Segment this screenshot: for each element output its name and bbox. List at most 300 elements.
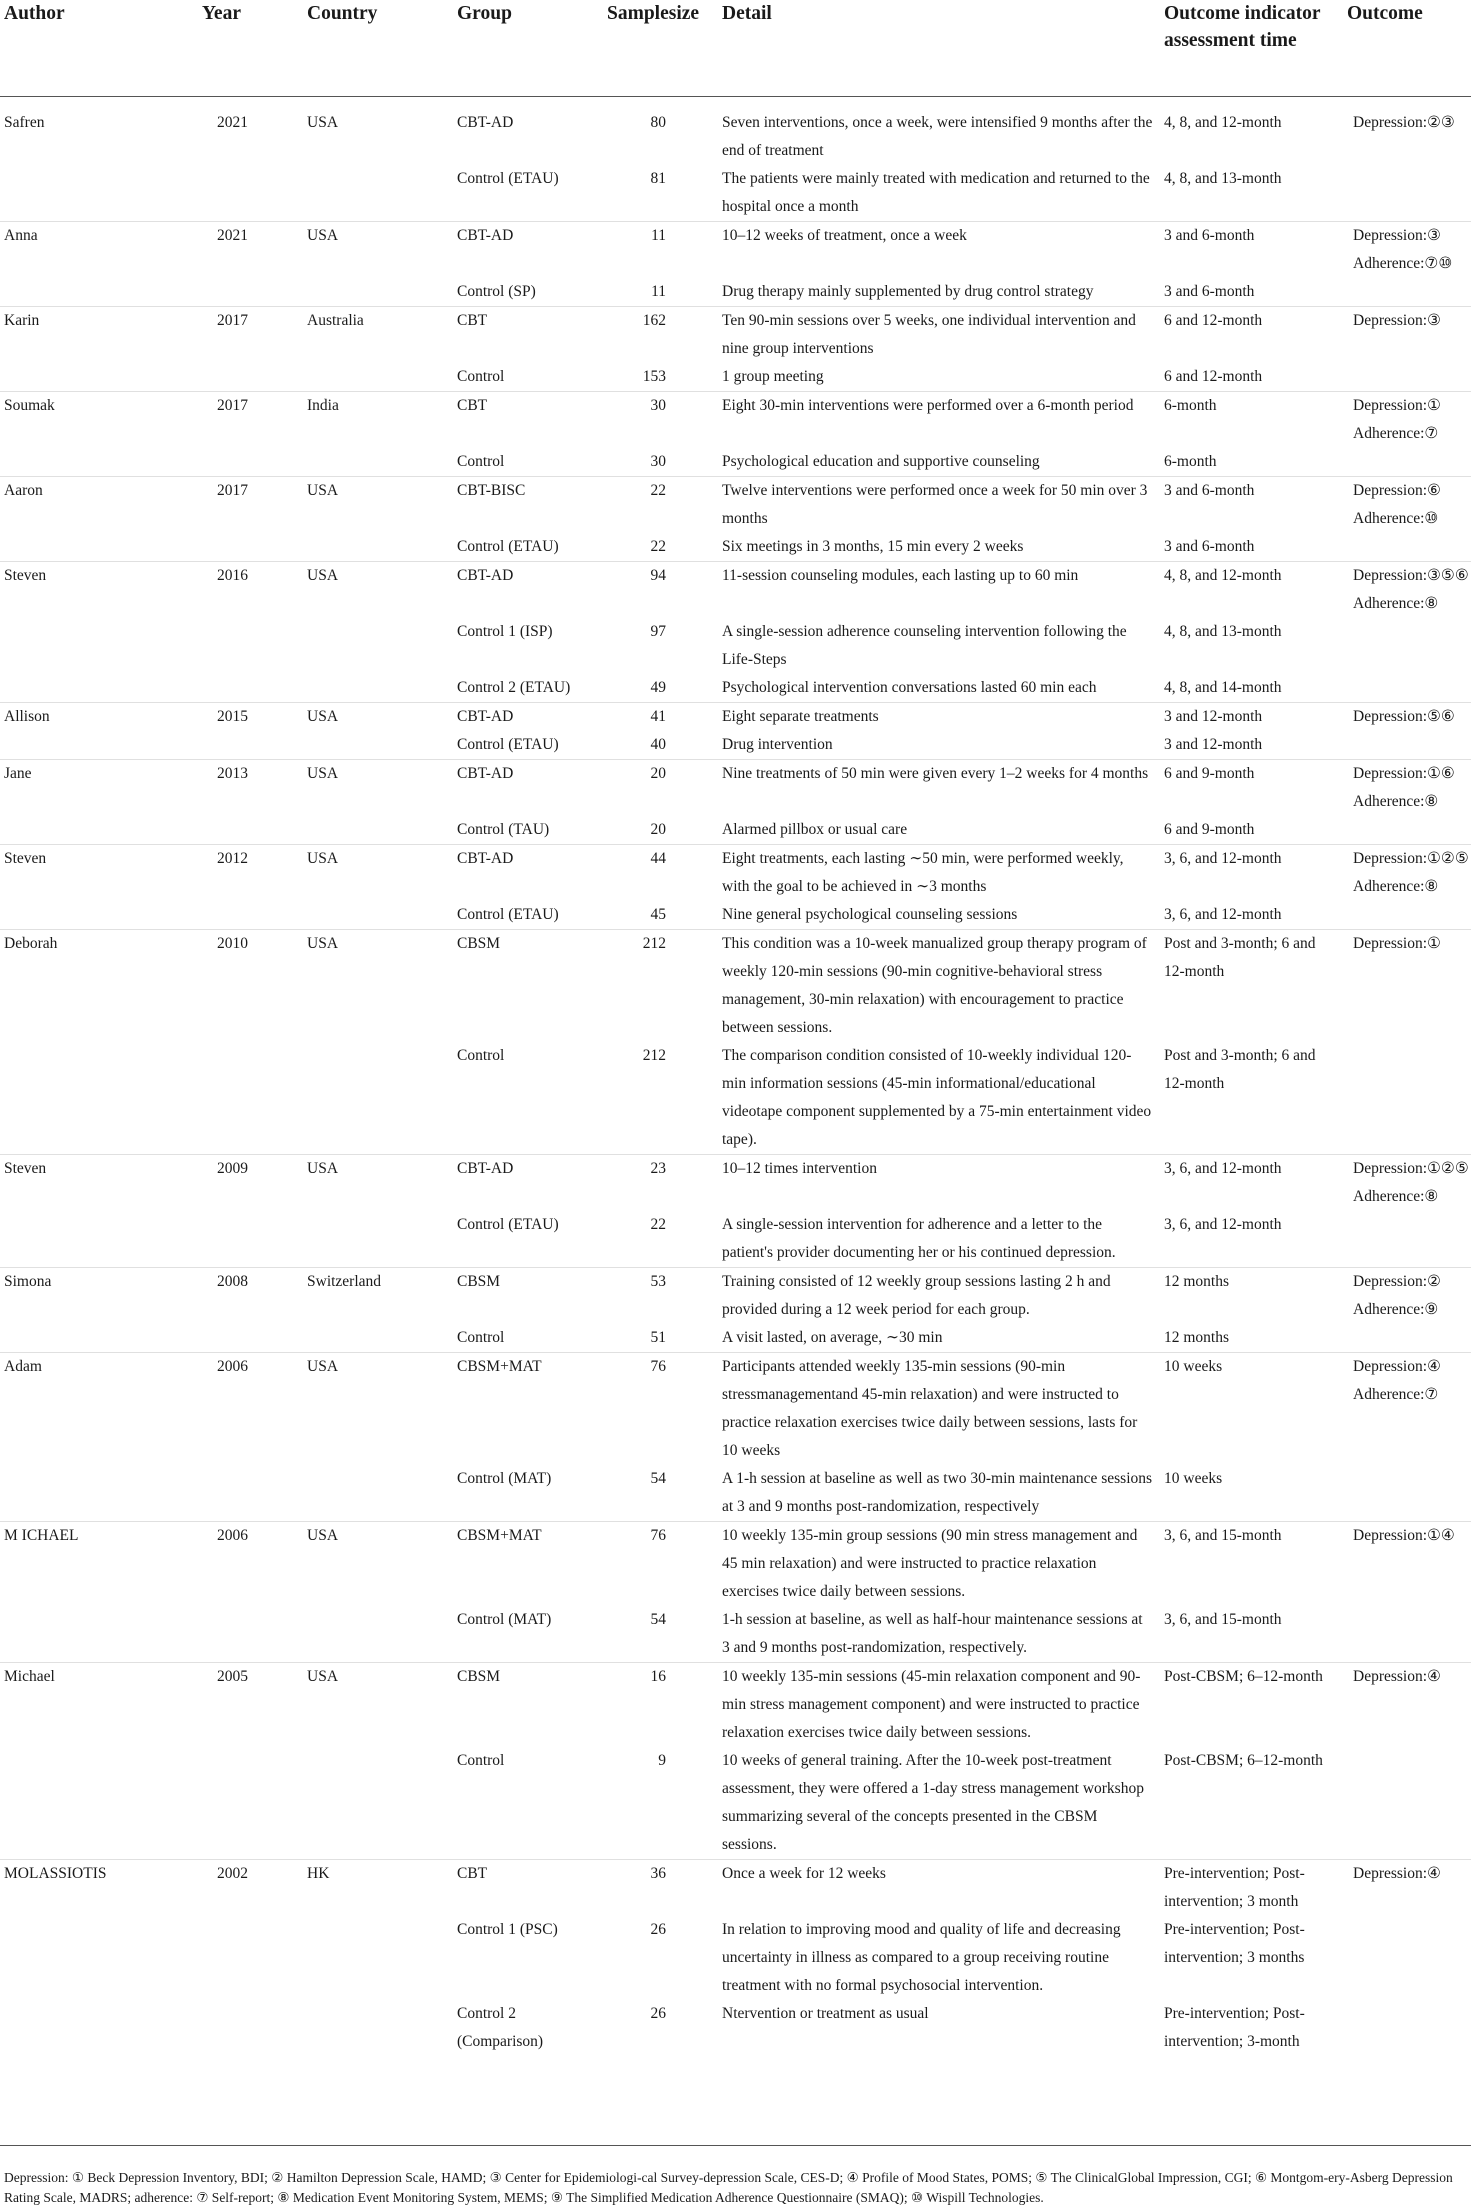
group-cell: CBT-AD bbox=[453, 844, 603, 901]
outcome-cell bbox=[1343, 1606, 1471, 1663]
outcome-cell: Depression:④ Adherence:⑦ bbox=[1343, 1352, 1471, 1465]
detail-cell: Eight separate treatments bbox=[718, 702, 1160, 731]
samplesize-cell: 54 bbox=[650, 1610, 666, 1628]
assessment-time-cell: 3 and 6-month bbox=[1164, 537, 1255, 555]
assessment-time-cell: Post and 3-month; 6 and 12-month bbox=[1164, 1046, 1316, 1092]
table-row bbox=[0, 165, 1471, 222]
outcome-cell bbox=[1343, 1747, 1471, 1860]
author-cell: Soumak bbox=[0, 391, 198, 448]
table-row bbox=[0, 816, 1471, 845]
group-cell: Control bbox=[457, 1751, 505, 1769]
samplesize-cell: 16 bbox=[603, 1662, 718, 1747]
author-cell bbox=[0, 1606, 198, 1663]
author-cell bbox=[0, 363, 198, 392]
table-row bbox=[0, 674, 1471, 703]
detail-cell: 1-h session at baseline, as well as half-hour maintenance sessions at 3 and 9 months post-randomization, respectively. bbox=[722, 1610, 1143, 1656]
outcome-cell bbox=[1343, 1042, 1471, 1155]
year-cell bbox=[198, 1916, 303, 2000]
detail-cell: A visit lasted, on average, ∼30 min bbox=[722, 1328, 943, 1346]
group-cell: Control 1 (ISP) bbox=[457, 622, 553, 640]
year-cell bbox=[198, 1465, 303, 1522]
detail-cell: 1 group meeting bbox=[722, 367, 824, 385]
table-row bbox=[0, 2000, 1471, 2056]
group-cell: Control (MAT) bbox=[457, 1469, 552, 1487]
outcome-cell: Depression:③ bbox=[1343, 306, 1471, 363]
table-row bbox=[0, 759, 1471, 816]
header-group: Group bbox=[453, 0, 603, 96]
group-cell: CBSM+MAT bbox=[453, 1521, 603, 1606]
assessment-time-cell: 3 and 6-month bbox=[1164, 282, 1255, 300]
author-cell bbox=[0, 1747, 198, 1860]
assessment-time-cell: 3, 6, and 12-month bbox=[1164, 905, 1282, 923]
samplesize-cell: 26 bbox=[650, 1920, 666, 1938]
year-cell: 2021 bbox=[198, 221, 303, 278]
group-cell: Control bbox=[457, 367, 505, 385]
author-cell: Jane bbox=[0, 759, 198, 816]
outcome-cell bbox=[1343, 165, 1471, 222]
year-cell bbox=[198, 618, 303, 674]
country-cell: India bbox=[303, 391, 453, 448]
assessment-time-cell: Post-CBSM; 6–12-month bbox=[1160, 1662, 1343, 1747]
detail-cell: In relation to improving mood and quality of life and decreasing uncertainty in illness as compared to a group receiving routine treatment with no formal psychosocial intervention. bbox=[722, 1920, 1121, 1994]
samplesize-cell: 22 bbox=[650, 1215, 666, 1233]
outcome-cell: Depression:①④ bbox=[1343, 1521, 1471, 1606]
outcome-cell bbox=[1343, 1465, 1471, 1522]
group-cell: Control 2 (Comparison) bbox=[457, 2004, 544, 2050]
outcome-cell bbox=[1343, 533, 1471, 562]
outcome-cell bbox=[1343, 448, 1471, 477]
samplesize-cell: 26 bbox=[650, 2004, 666, 2022]
samplesize-cell: 76 bbox=[603, 1352, 718, 1465]
group-cell: Control bbox=[457, 1328, 505, 1346]
country-cell bbox=[303, 1465, 453, 1522]
assessment-time-cell: Pre-intervention; Post-intervention; 3 month bbox=[1160, 1859, 1343, 1916]
assessment-time-cell: 10 weeks bbox=[1164, 1469, 1223, 1487]
country-cell: USA bbox=[303, 844, 453, 901]
assessment-time-cell: 3, 6, and 15-month bbox=[1160, 1521, 1343, 1606]
year-cell bbox=[198, 278, 303, 307]
assessment-time-cell: 6-month bbox=[1164, 452, 1217, 470]
year-cell: 2017 bbox=[198, 476, 303, 533]
country-cell bbox=[303, 1916, 453, 2000]
assessment-time-cell: 3, 6, and 12-month bbox=[1160, 1154, 1343, 1211]
header-row bbox=[0, 0, 1471, 96]
table-row bbox=[0, 533, 1471, 562]
assessment-time-cell: 4, 8, and 14-month bbox=[1164, 678, 1282, 696]
detail-cell: Twelve interventions were performed once a week for 50 min over 3 months bbox=[718, 476, 1160, 533]
assessment-time-cell: 6 and 9-month bbox=[1164, 820, 1255, 838]
outcome-cell bbox=[1343, 278, 1471, 307]
year-cell: 2010 bbox=[198, 929, 303, 1042]
table-row bbox=[0, 731, 1471, 760]
table-row bbox=[0, 929, 1471, 1042]
samplesize-cell: 51 bbox=[650, 1328, 666, 1346]
header-samplesize: Samplesize bbox=[603, 0, 718, 96]
samplesize-cell: 20 bbox=[650, 820, 666, 838]
table-row bbox=[0, 1662, 1471, 1747]
year-cell: 2006 bbox=[198, 1521, 303, 1606]
detail-cell: Seven interventions, once a week, were intensified 9 months after the end of treatment bbox=[722, 113, 1153, 159]
detail-cell: Drug intervention bbox=[722, 735, 833, 753]
group-cell: Control (ETAU) bbox=[457, 735, 559, 753]
table-row bbox=[0, 1916, 1471, 2000]
year-cell: 2002 bbox=[198, 1859, 303, 1916]
assessment-time-cell: 6 and 12-month bbox=[1164, 367, 1263, 385]
table-row bbox=[0, 1859, 1471, 1916]
samplesize-cell: 30 bbox=[650, 452, 666, 470]
outcome-cell: Depression:① bbox=[1343, 929, 1471, 1042]
table-row bbox=[0, 1042, 1471, 1155]
samplesize-cell: 162 bbox=[603, 306, 718, 363]
group-cell: CBT-AD bbox=[453, 561, 603, 618]
header-country: Country bbox=[303, 0, 453, 96]
country-cell: USA bbox=[303, 1154, 453, 1211]
year-cell bbox=[198, 1211, 303, 1268]
author-cell: M ICHAEL bbox=[0, 1521, 198, 1606]
country-cell bbox=[303, 674, 453, 703]
header-outcome: Outcome bbox=[1343, 0, 1471, 96]
year-cell: 2017 bbox=[198, 306, 303, 363]
author-cell bbox=[0, 901, 198, 930]
group-cell: Control 2 (ETAU) bbox=[457, 678, 571, 696]
author-cell bbox=[0, 1211, 198, 1268]
country-cell: Switzerland bbox=[303, 1267, 453, 1324]
outcome-cell: Depression:② Adherence:⑨ bbox=[1343, 1267, 1471, 1324]
group-cell: CBSM bbox=[453, 1662, 603, 1747]
header-author: Author bbox=[0, 0, 198, 96]
author-cell: Karin bbox=[0, 306, 198, 363]
outcome-cell: Depression:⑤⑥ bbox=[1343, 702, 1471, 731]
author-cell bbox=[0, 1042, 198, 1155]
samplesize-cell: 40 bbox=[650, 735, 666, 753]
year-cell: 2015 bbox=[198, 702, 303, 731]
author-cell bbox=[0, 1324, 198, 1353]
year-cell: 2005 bbox=[198, 1662, 303, 1747]
samplesize-cell: 22 bbox=[603, 476, 718, 533]
country-cell bbox=[303, 901, 453, 930]
author-cell: Steven bbox=[0, 561, 198, 618]
author-cell bbox=[0, 816, 198, 845]
author-cell bbox=[0, 1916, 198, 2000]
samplesize-cell: 41 bbox=[603, 702, 718, 731]
group-cell: Control 1 (PSC) bbox=[457, 1920, 558, 1938]
assessment-time-cell: Post and 3-month; 6 and 12-month bbox=[1160, 929, 1343, 1042]
samplesize-cell: 212 bbox=[603, 929, 718, 1042]
detail-cell: Drug therapy mainly supplemented by drug control strategy bbox=[722, 282, 1094, 300]
detail-cell: A single-session adherence counseling intervention following the Life-Steps bbox=[722, 622, 1127, 668]
author-cell: Steven bbox=[0, 1154, 198, 1211]
detail-cell: The comparison condition consisted of 10-weekly individual 120-min information sessions (45-min informational/educational videotape component supplemented by a 75-min entertainment video tape). bbox=[722, 1046, 1152, 1148]
country-cell bbox=[303, 1042, 453, 1155]
group-cell: CBSM+MAT bbox=[453, 1352, 603, 1465]
year-cell: 2012 bbox=[198, 844, 303, 901]
assessment-time-cell: 3 and 12-month bbox=[1160, 702, 1343, 731]
author-cell: Anna bbox=[0, 221, 198, 278]
table-row bbox=[0, 1352, 1471, 1465]
country-cell: Australia bbox=[303, 306, 453, 363]
table-row bbox=[0, 278, 1471, 307]
author-cell bbox=[0, 674, 198, 703]
country-cell bbox=[303, 1211, 453, 1268]
outcome-cell: Depression:④ bbox=[1343, 1859, 1471, 1916]
year-cell bbox=[198, 674, 303, 703]
assessment-time-cell: 3 and 6-month bbox=[1160, 476, 1343, 533]
detail-cell: 10 weekly 135-min group sessions (90 min stress management and 45 min relaxation) and were instructed to practice relaxation exercises twice daily between sessions. bbox=[718, 1521, 1160, 1606]
year-cell bbox=[198, 1324, 303, 1353]
country-cell bbox=[303, 165, 453, 222]
table-body bbox=[0, 96, 1471, 2056]
group-cell: Control (ETAU) bbox=[457, 905, 559, 923]
country-cell bbox=[303, 816, 453, 845]
group-cell: CBT-AD bbox=[453, 702, 603, 731]
detail-cell: The patients were mainly treated with medication and returned to the hospital once a month bbox=[722, 169, 1150, 215]
table-footnote: Depression: ① Beck Depression Inventory, BDI; ② Hamilton Depression Scale, HAMD; ③ Center for Epidemiologi-cal Survey-depression Scale, CES-D; ④ Profile of Mood States, POMS; ⑤ The ClinicalGlobal Impression, CGI; ⑥ Montgom-ery-Asberg Depression Rating Scale, MADRS; adherence: ⑦ Self-report; ⑧ Medication Event Monitoring System, MEMS; ⑨ The Simplified Medication Adherence Questionnaire (SMAQ); ⑩ Wispill Technologies. bbox=[4, 2170, 1453, 2205]
outcome-cell bbox=[1343, 1211, 1471, 1268]
table-row bbox=[0, 1267, 1471, 1324]
samplesize-cell: 94 bbox=[603, 561, 718, 618]
assessment-time-cell: 10 weeks bbox=[1160, 1352, 1343, 1465]
author-cell bbox=[0, 165, 198, 222]
author-cell bbox=[0, 731, 198, 760]
country-cell: USA bbox=[303, 1352, 453, 1465]
table-row bbox=[0, 96, 1471, 165]
author-cell bbox=[0, 448, 198, 477]
author-cell: Deborah bbox=[0, 929, 198, 1042]
assessment-time-cell: 6-month bbox=[1160, 391, 1343, 448]
country-cell bbox=[303, 1747, 453, 1860]
footnote-divider bbox=[0, 2145, 1471, 2146]
samplesize-cell: 80 bbox=[650, 113, 666, 131]
author-cell bbox=[0, 278, 198, 307]
header-assessment-time: Outcome indicator assessment time bbox=[1160, 0, 1343, 96]
table-row bbox=[0, 363, 1471, 392]
assessment-time-cell: 4, 8, and 12-month bbox=[1160, 561, 1343, 618]
outcome-cell bbox=[1343, 1916, 1471, 2000]
year-cell: 2017 bbox=[198, 391, 303, 448]
country-cell: USA bbox=[303, 929, 453, 1042]
table-row bbox=[0, 844, 1471, 901]
author-cell bbox=[0, 618, 198, 674]
year-cell: 2021 bbox=[217, 113, 248, 131]
outcome-cell bbox=[1343, 901, 1471, 930]
author-cell: Steven bbox=[0, 844, 198, 901]
outcome-cell: Depression:①②⑤ Adherence:⑧ bbox=[1343, 1154, 1471, 1211]
outcome-cell: Depression:① Adherence:⑦ bbox=[1343, 391, 1471, 448]
table-row bbox=[0, 306, 1471, 363]
year-cell: 2016 bbox=[198, 561, 303, 618]
group-cell: CBT-AD bbox=[457, 113, 514, 131]
detail-cell: 10 weeks of general training. After the 10-week post-treatment assessment, they were offered a 1-day stress management workshop summarizing several of the concepts presented in the CBSM sessions. bbox=[722, 1751, 1144, 1853]
samplesize-cell: 9 bbox=[658, 1751, 666, 1769]
assessment-time-cell: Post-CBSM; 6–12-month bbox=[1164, 1751, 1323, 1769]
detail-cell: Once a week for 12 weeks bbox=[718, 1859, 1160, 1916]
year-cell: 2009 bbox=[198, 1154, 303, 1211]
outcome-cell: Depression:③⑤⑥ Adherence:⑧ bbox=[1343, 561, 1471, 618]
samplesize-cell: 97 bbox=[650, 622, 666, 640]
assessment-time-cell: 12 months bbox=[1160, 1267, 1343, 1324]
country-cell bbox=[303, 1606, 453, 1663]
assessment-time-cell: 4, 8, and 13-month bbox=[1164, 622, 1282, 640]
detail-cell: 10–12 times intervention bbox=[718, 1154, 1160, 1211]
outcome-cell: Depression:①⑥ Adherence:⑧ bbox=[1343, 759, 1471, 816]
author-cell bbox=[0, 533, 198, 562]
table-row bbox=[0, 901, 1471, 930]
group-cell: Control (TAU) bbox=[457, 820, 550, 838]
samplesize-cell: 44 bbox=[603, 844, 718, 901]
group-cell: Control bbox=[457, 452, 505, 470]
assessment-time-cell: 4, 8, and 12-month bbox=[1164, 113, 1282, 131]
table-row bbox=[0, 1211, 1471, 1268]
outcome-cell bbox=[1343, 674, 1471, 703]
group-cell: CBT-AD bbox=[453, 759, 603, 816]
samplesize-cell: 45 bbox=[650, 905, 666, 923]
author-cell: Safren bbox=[4, 113, 45, 131]
outcome-cell bbox=[1343, 731, 1471, 760]
outcome-cell bbox=[1343, 816, 1471, 845]
detail-cell: Nine general psychological counseling sessions bbox=[722, 905, 1018, 923]
country-cell: USA bbox=[303, 476, 453, 533]
detail-cell: Eight treatments, each lasting ∼50 min, were performed weekly, with the goal to be achieved in ∼3 months bbox=[718, 844, 1160, 901]
assessment-time-cell: 4, 8, and 13-month bbox=[1164, 169, 1282, 187]
samplesize-cell: 20 bbox=[603, 759, 718, 816]
year-cell bbox=[198, 731, 303, 760]
author-cell bbox=[0, 2000, 198, 2056]
outcome-cell bbox=[1343, 363, 1471, 392]
group-cell: CBT bbox=[453, 306, 603, 363]
country-cell bbox=[303, 2000, 453, 2056]
detail-cell: 10 weekly 135-min sessions (45-min relaxation component and 90-min stress management component) and were instructed to practice relaxation exercises twice daily between sessions. bbox=[718, 1662, 1160, 1747]
year-cell bbox=[198, 165, 303, 222]
assessment-time-cell: Pre-intervention; Post-intervention; 3 months bbox=[1164, 1920, 1305, 1966]
table-row bbox=[0, 561, 1471, 618]
country-cell bbox=[303, 533, 453, 562]
outcome-cell: Depression:③ Adherence:⑦⑩ bbox=[1343, 221, 1471, 278]
country-cell: USA bbox=[303, 1521, 453, 1606]
header-year: Year bbox=[198, 0, 303, 96]
group-cell: Control (MAT) bbox=[457, 1610, 552, 1628]
detail-cell: Eight 30-min interventions were performed over a 6-month period bbox=[718, 391, 1160, 448]
outcome-cell: Depression:⑥ Adherence:⑩ bbox=[1343, 476, 1471, 533]
year-cell bbox=[198, 363, 303, 392]
country-cell bbox=[303, 448, 453, 477]
group-cell: CBT bbox=[453, 391, 603, 448]
country-cell bbox=[303, 278, 453, 307]
table-row bbox=[0, 1747, 1471, 1860]
samplesize-cell: 49 bbox=[650, 678, 666, 696]
country-cell: USA bbox=[303, 702, 453, 731]
detail-cell: A single-session intervention for adherence and a letter to the patient's provider documenting her or his continued depression. bbox=[722, 1215, 1116, 1261]
detail-cell: Alarmed pillbox or usual care bbox=[722, 820, 908, 838]
detail-cell: 11-session counseling modules, each lasting up to 60 min bbox=[718, 561, 1160, 618]
outcome-cell bbox=[1343, 2000, 1471, 2056]
table-row bbox=[0, 476, 1471, 533]
year-cell: 2008 bbox=[198, 1267, 303, 1324]
table-row bbox=[0, 1521, 1471, 1606]
year-cell bbox=[198, 533, 303, 562]
group-cell: Control (ETAU) bbox=[457, 1215, 559, 1233]
author-cell: Aaron bbox=[0, 476, 198, 533]
assessment-time-cell: 6 and 9-month bbox=[1160, 759, 1343, 816]
year-cell bbox=[198, 2000, 303, 2056]
table-row bbox=[0, 702, 1471, 731]
country-cell: USA bbox=[303, 1662, 453, 1747]
samplesize-cell: 81 bbox=[650, 169, 666, 187]
outcome-cell: Depression:②③ bbox=[1353, 113, 1455, 131]
detail-cell: Training consisted of 12 weekly group sessions lasting 2 h and provided during a 12 week period for each group. bbox=[718, 1267, 1160, 1324]
samplesize-cell: 76 bbox=[603, 1521, 718, 1606]
samplesize-cell: 53 bbox=[603, 1267, 718, 1324]
samplesize-cell: 153 bbox=[642, 367, 666, 385]
samplesize-cell: 30 bbox=[603, 391, 718, 448]
year-cell: 2013 bbox=[198, 759, 303, 816]
author-cell: MOLASSIOTIS bbox=[0, 1859, 198, 1916]
header-detail: Detail bbox=[718, 0, 1160, 96]
author-cell bbox=[0, 1465, 198, 1522]
detail-cell: Psychological education and supportive counseling bbox=[722, 452, 1040, 470]
group-cell: Control (ETAU) bbox=[457, 169, 559, 187]
year-cell bbox=[198, 1042, 303, 1155]
assessment-time-cell: 3 and 12-month bbox=[1164, 735, 1263, 753]
year-cell bbox=[198, 448, 303, 477]
outcome-cell bbox=[1343, 618, 1471, 674]
author-cell: Allison bbox=[0, 702, 198, 731]
year-cell bbox=[198, 1747, 303, 1860]
detail-cell: Psychological intervention conversations lasted 60 min each bbox=[722, 678, 1097, 696]
table-row bbox=[0, 618, 1471, 674]
table-row bbox=[0, 391, 1471, 448]
table-row bbox=[0, 1606, 1471, 1663]
table-header bbox=[0, 0, 1471, 96]
country-cell: USA bbox=[303, 221, 453, 278]
assessment-time-cell: 3, 6, and 12-month bbox=[1160, 844, 1343, 901]
samplesize-cell: 11 bbox=[603, 221, 718, 278]
table-row bbox=[0, 1154, 1471, 1211]
group-cell: CBSM bbox=[453, 929, 603, 1042]
samplesize-cell: 22 bbox=[650, 537, 666, 555]
detail-cell: A 1-h session at baseline as well as two 30-min maintenance sessions at 3 and 9 months post-randomization, respectively bbox=[722, 1469, 1153, 1515]
group-cell: CBT-AD bbox=[453, 1154, 603, 1211]
country-cell bbox=[303, 363, 453, 392]
group-cell: CBT-BISC bbox=[453, 476, 603, 533]
year-cell bbox=[198, 901, 303, 930]
detail-cell: This condition was a 10-week manualized group therapy program of weekly 120-min sessions (90-min cognitive-behavioral stress management, 30-min relaxation) with encouragement to practice between sessions. bbox=[718, 929, 1160, 1042]
samplesize-cell: 36 bbox=[603, 1859, 718, 1916]
country-cell bbox=[303, 1324, 453, 1353]
country-cell: USA bbox=[307, 113, 339, 131]
detail-cell: Ntervention or treatment as usual bbox=[722, 2004, 929, 2022]
outcome-cell: Depression:④ bbox=[1343, 1662, 1471, 1747]
group-cell: Control (SP) bbox=[457, 282, 536, 300]
group-cell: Control (ETAU) bbox=[457, 537, 559, 555]
author-cell: Simona bbox=[0, 1267, 198, 1324]
samplesize-cell: 54 bbox=[650, 1469, 666, 1487]
country-cell: USA bbox=[303, 759, 453, 816]
samplesize-cell: 11 bbox=[651, 282, 666, 300]
assessment-time-cell: 6 and 12-month bbox=[1160, 306, 1343, 363]
table-row bbox=[0, 1465, 1471, 1522]
table-row bbox=[0, 448, 1471, 477]
country-cell: USA bbox=[303, 561, 453, 618]
assessment-time-cell: 3, 6, and 12-month bbox=[1164, 1215, 1282, 1233]
group-cell: Control bbox=[457, 1046, 505, 1064]
year-cell bbox=[198, 816, 303, 845]
assessment-time-cell: 12 months bbox=[1164, 1328, 1230, 1346]
group-cell: CBSM bbox=[453, 1267, 603, 1324]
outcome-cell bbox=[1343, 1324, 1471, 1353]
detail-cell: 10–12 weeks of treatment, once a week bbox=[718, 221, 1160, 278]
assessment-time-cell: 3 and 6-month bbox=[1160, 221, 1343, 278]
country-cell bbox=[303, 731, 453, 760]
